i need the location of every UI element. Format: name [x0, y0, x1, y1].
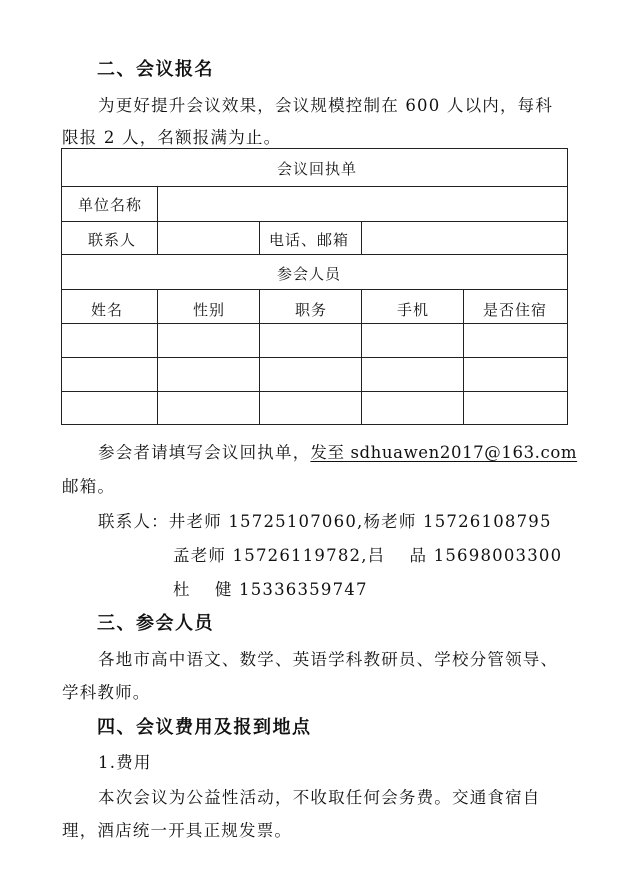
column-header-position: 职务 — [295, 301, 328, 319]
attendees-label: 参会人员 — [277, 265, 342, 283]
fees-paragraph-line2: 理，酒店统一开具正规发票。 — [62, 821, 293, 840]
section-heading-registration: 二、会议报名 — [97, 59, 214, 80]
column-header-lodging: 是否住宿 — [483, 301, 548, 319]
column-header-gender: 性别 — [193, 301, 226, 319]
registration-paragraph-line2: 限报 2 人，名额报满为止。 — [62, 128, 282, 147]
registration-paragraph-line1: 为更好提升会议效果，会议规模控制在 600 人以内，每科 — [98, 96, 554, 115]
fees-subheading: 1.费用 — [98, 753, 152, 772]
attendees-paragraph-line1: 各地市高中语文、数学、英语学科教研员、学校分管领导、 — [98, 650, 559, 669]
submit-email-link[interactable]: 发至 sdhuawen2017@163.com — [310, 443, 578, 462]
submit-note-line1 — [98, 439, 577, 463]
column-header-name: 姓名 — [91, 301, 124, 319]
column-header-mobile: 手机 — [397, 301, 430, 319]
attendees-paragraph-line2: 学科教师。 — [62, 683, 151, 702]
contacts-line2: 孟老师 15726119782,吕 品 15698003300 — [173, 546, 563, 565]
receipt-table-title: 会议回执单 — [277, 160, 358, 178]
section-heading-attendees: 三、参会人员 — [97, 613, 214, 634]
contact-person-label: 联系人 — [88, 231, 137, 249]
contacts-line3: 杜 健 15336359747 — [173, 580, 368, 599]
submit-note-line2: 邮箱。 — [62, 477, 116, 496]
receipt-table — [61, 148, 568, 425]
contacts-line1: 联系人：井老师 15725107060,杨老师 15726108795 — [98, 512, 552, 531]
unit-name-label: 单位名称 — [78, 196, 143, 214]
submit-note-prefix: 参会者请填写会议回执单， — [98, 443, 311, 462]
fees-paragraph-line1: 本次会议为公益性活动，不收取任何会务费。交通食宿自 — [98, 788, 541, 807]
phone-email-label: 电话、邮箱 — [269, 231, 350, 249]
section-heading-fees-location: 四、会议费用及报到地点 — [97, 717, 312, 738]
